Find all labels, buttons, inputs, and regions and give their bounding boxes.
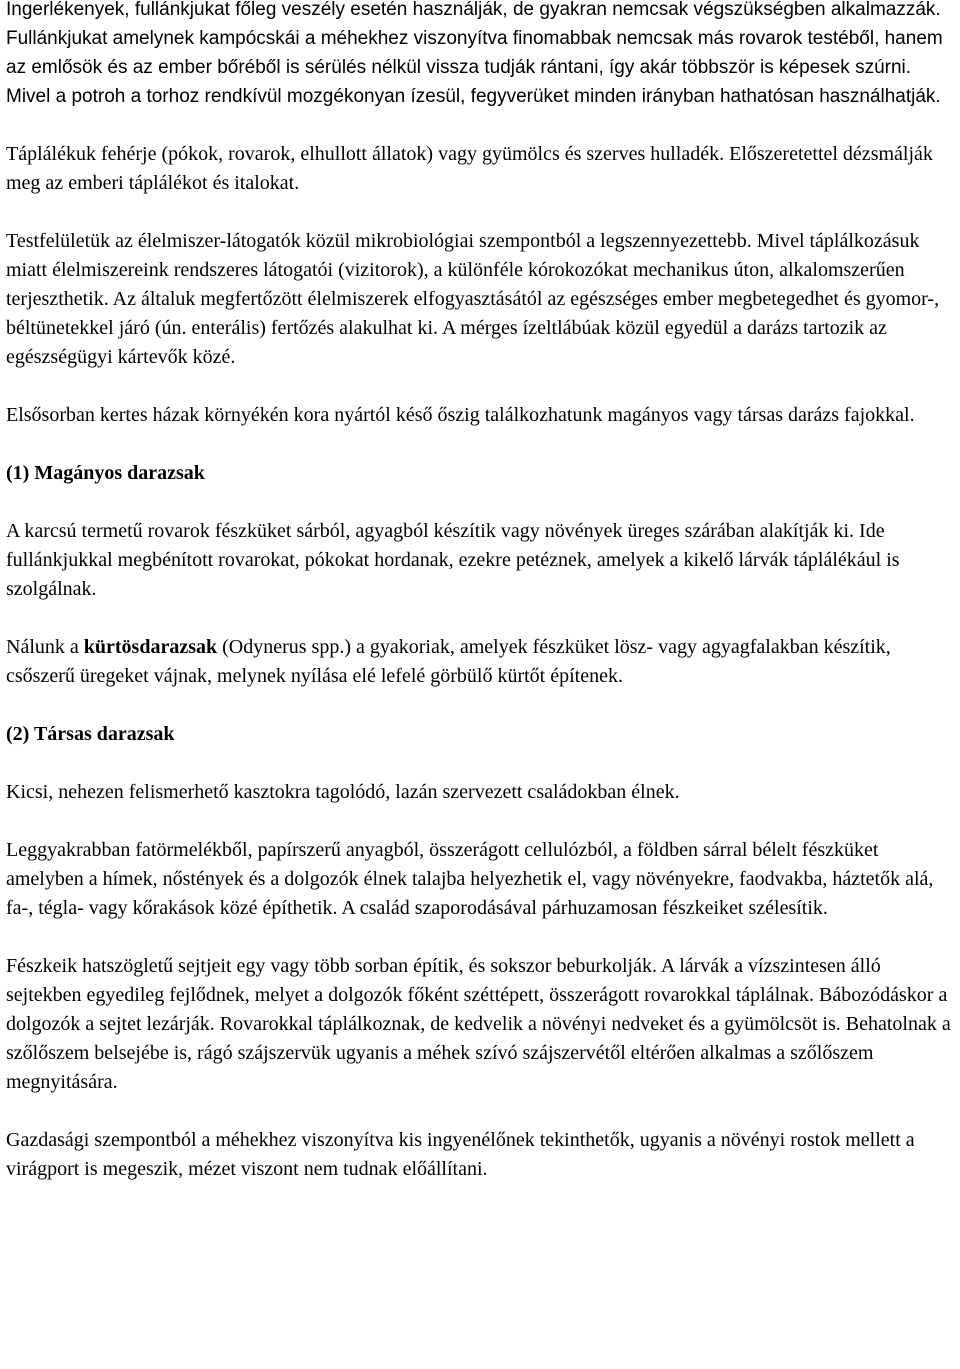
food-paragraph: Táplálékuk fehérje (pókok, rovarok, elhullott állatok) vagy gyümölcs és szerves hulladék. Előszeretettel dézsmálják meg az emberi táplálékot és italokat. — [6, 143, 933, 194]
potter-wasps-term: kürtösdarazsak — [83, 636, 218, 658]
solitary-wasps-heading-text: (1) Magányos darazsak — [6, 462, 205, 484]
gardens-paragraph: Elsősorban kertes házak környékén kora nyártól késő őszig találkozhatunk magányos vagy társas darázs fajokkal. — [6, 404, 915, 426]
combs-paragraph: Fészkeik hatszögletű sejtjeit egy vagy több sorban építik, és sokszor beburkolják. A lárvák a vízszintesen álló sejtekben egyedileg fejlődnek, melyet a dolgozók főként széttépett, összerágott rovarokkal táplálnak. Bábozódáskor a dolgozók a sejtet lezárják. Rovarokkal táplálkoznak, de kedvelik a növényi nedveket és a gyümölcsöt is. Behatolnak a szőlőszem belsejébe is, rágó szájszervük ugyanis a méhek szívó szájszervétől eltérően alkalmas a szőlőszem megnyitására. — [6, 955, 951, 1093]
intro-paragraph: Ingerlékenyek, fullánkjukat főleg veszély esetén használják, de gyakran nemcsak végszükségben alkalmazzák. Fullánkjukat amelynek kampócskái a méhekhez viszonyítva finomabbak nemcsak más rovarok testéből, hanem az emlősök és az ember bőréből is sérülés nélkül vissza tudják rántani, így akár többször is képesek szúrni. Mivel a potroh a torhoz rendkívül mozgékonyan ízesül, fegyverüket minden irányban hathatósan használhatják. — [6, 0, 943, 107]
potter-wasps-prefix: Nálunk a — [6, 636, 84, 658]
economic-paragraph: Gazdasági szempontból a méhekhez viszonyítva kis ingyenélőnek tekinthetők, ugyanis a növényi rostok mellett a virágport is megeszik, mézet viszont nem tudnak előállítani. — [6, 1129, 915, 1180]
hygiene-paragraph: Testfelületük az élelmiszer-látogatók közül mikrobiológiai szempontból a legszennyezettebb. Mivel táplálkozásuk miatt élelmiszereink rendszeres látogatói (vizitorok), a különféle kórokozókat mechanikus úton, alkalomszerűen terjeszthetik. Az általuk megfertőzött élelmiszerek elfogyasztásától az egészséges ember megbetegedhet és gyomor-, béltünetekkel járó (ún. enterális) fertőzés alakulhat ki. A mérges ízeltlábúak közül egyedül a darázs tartozik az egészségügyi kártevők közé. — [6, 230, 940, 368]
social-wasps-heading — [6, 720, 956, 749]
potter-wasps-suffix: (Odynerus spp.) a gyakoriak, amelyek fészküket lösz- vagy agyagfalakban készítik, csőszerű üregeket vájnak, melynek nyílása elé lefelé görbülő kürtőt építenek. — [6, 636, 891, 687]
social-wasps-heading-text: (2) Társas darazsak — [6, 723, 175, 745]
document-page — [6, 0, 956, 1184]
potter-wasps-paragraph — [6, 633, 956, 691]
social-castes-paragraph: Kicsi, nehezen felismerhető kasztokra tagolódó, lazán szervezett családokban élnek. — [6, 781, 680, 803]
solitary-nests-paragraph: A karcsú termetű rovarok fészküket sárból, agyagból készítik vagy növények üreges szárában alakítják ki. Ide fullánkjukkal megbénított rovarokat, pókokat hordanak, ezekre petéznek, amelyek a kikelő lárvák táplálékául is szolgálnak. — [6, 520, 900, 600]
solitary-wasps-heading — [6, 459, 956, 488]
social-nests-paragraph: Leggyakrabban fatörmelékből, papírszerű anyagból, összerágott cellulózból, a földben sárral bélelt fészküket amelyben a hímek, nőstények és a dolgozók élnek talajba helyezhetik el, vagy növényekre, faodvakba, háztetők alá, fa-, tégla- vagy kőrakások közé építhetik. A család szaporodásával párhuzamosan fészkeiket szélesítik. — [6, 839, 934, 919]
